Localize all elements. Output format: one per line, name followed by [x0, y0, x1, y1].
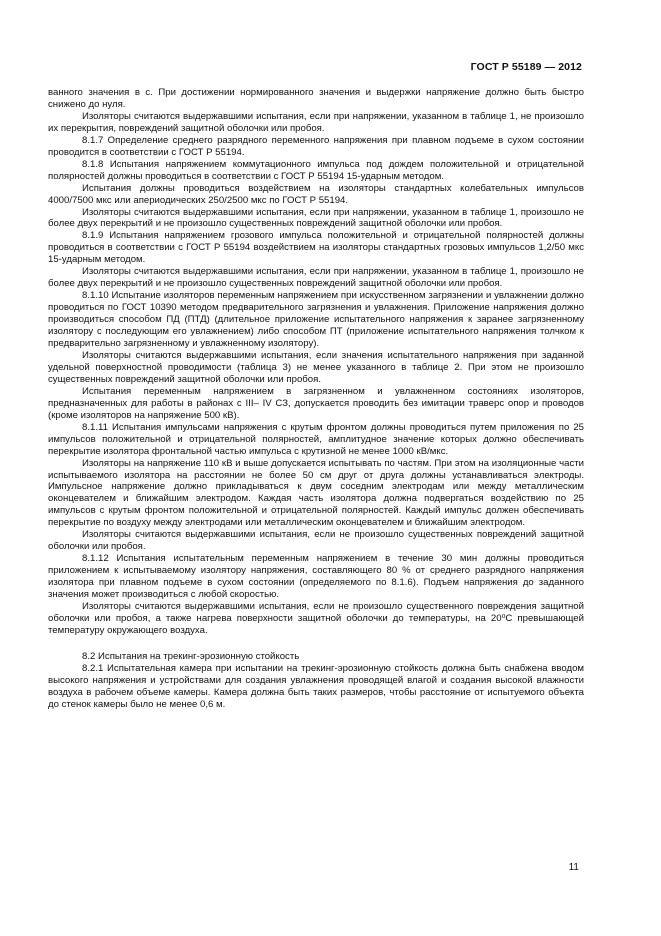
paragraph-acceptance-1: Изоляторы считаются выдержавшими испытания, если при напряжении, указанном в таблице 1, не произошло их перекрытия, повреждений защитной оболочки или пробоя. [48, 110, 584, 134]
paragraph-acceptance-2: Изоляторы считаются выдержавшими испытания, если при напряжении, указанном в таблице 1, произошло не более двух перекрытий и не произошло существенных повреждений защитной оболочки или пробоя. [48, 206, 584, 230]
paragraph-acceptance-6: Изоляторы считаются выдержавшими испытания, если не произошло существенного повреждения защитной оболочки или пробоя, а также нагрева поверхности защитной оболочки до температуры, на 20⁰С превышающей температуру окружающего воздуха. [48, 600, 584, 636]
paragraph-8-1-8: 8.1.8 Испытания напряжением коммутационного импульса под дождем положительной и отрицательной полярностей должны проводиться в соответствии с ГОСТ Р 55194 15-ударным методом. [48, 158, 584, 182]
paragraph-acceptance-5: Изоляторы считаются выдержавшими испытания, если не произошло существенных повреждений защитной оболочки или пробоя. [48, 529, 584, 553]
paragraph-8-1-12: 8.1.12 Испытания испытательным переменным напряжением в течение 30 мин должны проводиться приложением к испытываемому изолятору напряжения, составляющего 80 % от среднего разрядного напряжения изолятора при плавном подъеме в сухом состоянии (определяемого по 8.1.6). Подъем напряжения до заданного значения может производиться с любой скоростью. [48, 553, 584, 601]
paragraph-acceptance-4: Изоляторы считаются выдержавшими испытания, если значения испытательного напряжения при заданной удельной поверхностной проводимости (таблица 3) не менее указанного в таблице 2. При этом не произошло существенных повреждений защитной оболочки или пробоя. [48, 349, 584, 385]
paragraph-8-1-10: 8.1.10 Испытание изоляторов переменным напряжением при искусственном загрязнении и увлажнении должно проводиться по ГОСТ 10390 методом предварительного загрязнения и увлажнения. Приложение напряжения должно производиться способом ПД (ПТД) (длительное приложение испытательного напряжения к заранее загрязненному изолятору с последующим его увлажнением) либо способом ПТ (приложение испытательного напряжения толчком к предварительно загрязненному и увлажненному изолятору). [48, 290, 584, 350]
section-heading-8-2: 8.2 Испытания на трекинг-эрозионную стойкость [82, 650, 300, 662]
document-body [48, 87, 584, 711]
page-number: 11 [568, 862, 579, 873]
paragraph-acceptance-3: Изоляторы считаются выдержавшими испытания, если при напряжении, указанном в таблице 1, произошло не более двух перекрытий и не произошло существенных повреждений защитной оболочки или пробоя. [48, 266, 584, 290]
document-id-header: ГОСТ Р 55189 — 2012 [470, 61, 582, 73]
paragraph-8-1-9: 8.1.9 Испытания напряжением грозового импульса положительной и отрицательной полярностей должны проводиться в соответствии с ГОСТ Р 55194 воздействием на изоляторы стандартных грозовых импульсов 1,2/50 мкс 15-ударным методом. [48, 230, 584, 266]
paragraph-impulse-tests: Испытания должны проводиться воздействием на изоляторы стандартных колебательных импульсов 4000/7500 мкс или апериодических 250/2500 мкс по ГОСТ Р 55194. [48, 182, 584, 206]
paragraph-8-1-7: 8.1.7 Определение среднего разрядного переменного напряжения при плавном подъеме в сухом состоянии проводится в соответствии с ГОСТ Р 55194. [48, 134, 584, 158]
paragraph-continuation: ванного значения в с. При достижении нормированного значения и выдержки напряжение должно быть быстро снижено до нуля. [48, 87, 584, 110]
paragraph-partial-testing: Изоляторы на напряжение 110 кВ и выше допускается испытывать по частям. При этом на изоляционные части испытываемого изолятора на расстоянии не более 50 см друг от друга должны устанавливаться электроды. Импульсное напряжение должно прикладываться к двум соседним электродам или между металлическим оконцевателем и ближайшим электродом. Каждая часть изолятора должна подвергаться воздействию по 25 импульсов с крутым фронтом положительной и отрицательной полярностей. Каждый импульс должен обеспечивать перекрытие по воздуху между электродами или металлическим оконцевателем и ближайшим электродом. [48, 457, 584, 529]
paragraph-pollution-tests: Испытания переменным напряжением в загрязненном и увлажненном состояниях изоляторов, предназначенных для работы в районах с III– IV СЗ, допускается проводить без имитации траверс опор и проводов (кроме изоляторов на напряжение 500 кВ). [48, 385, 584, 421]
paragraph-8-1-11: 8.1.11 Испытания импульсами напряжения с крутым фронтом должны проводиться путем приложения по 25 импульсов положительной и отрицательной полярностей, амплитудное значение которых должно обеспечивать перекрытие изолятора фронтальной частью импульса с крутизной не менее 1000 кВ/мкс. [48, 421, 584, 457]
paragraph-8-2-1: 8.2.1 Испытательная камера при испытании на трекинг-эрозионную стойкость должна быть снабжена вводом высокого напряжения и устройствами для создания увлажнения проводящей влагой и создания высокой влажности воздуха в рабочем объеме камеры. Камера должна быть таких размеров, чтобы расстояние от испытуемого объекта до стенок камеры было не менее 0,6 м. [48, 662, 584, 710]
